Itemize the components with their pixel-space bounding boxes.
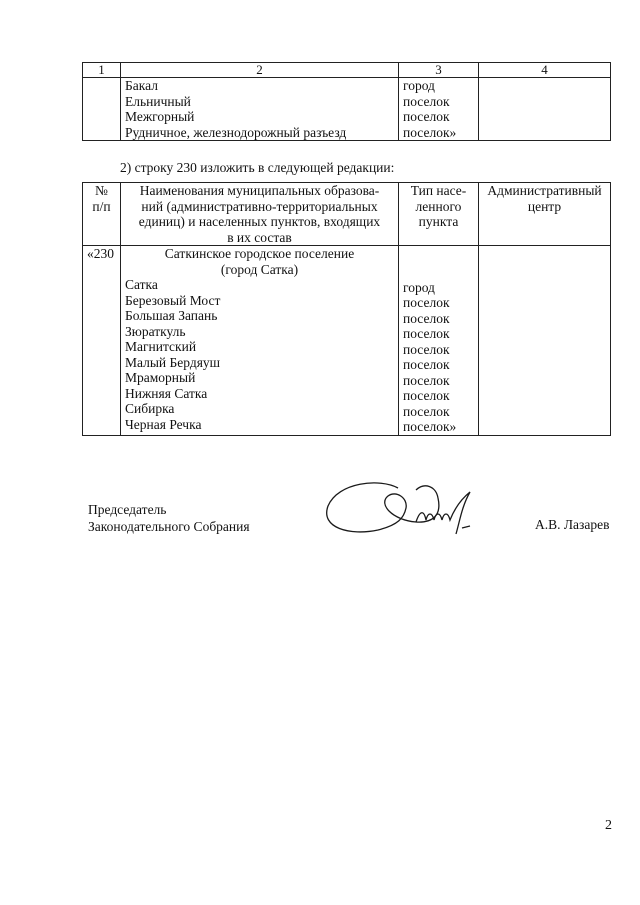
settlement-type: поселок	[403, 310, 450, 326]
header-number: № п/п	[83, 183, 121, 246]
settlement-type: город	[403, 279, 435, 295]
settlement-type: поселок	[403, 403, 450, 419]
handwritten-signature	[320, 470, 500, 550]
settlement-types-cell	[399, 78, 479, 141]
table-row	[83, 78, 611, 141]
municipality-center: (город Сатка)	[220, 261, 299, 277]
settlement-name: Сатка	[125, 277, 158, 292]
settlement-names-cell	[121, 246, 399, 436]
settlement-name: Нижняя Сатка	[125, 385, 208, 401]
col-number: 3	[399, 63, 479, 78]
settlement-type: поселок»	[403, 419, 457, 434]
header-type: Тип насе- ленного пункта	[399, 183, 479, 246]
chairman-title: Председатель Законодательного Собрания	[88, 502, 250, 534]
settlement-type: поселок»	[403, 124, 457, 140]
settlement-name: Большая Запань	[125, 308, 218, 323]
municipality-name: Саткинское городское поселение	[164, 246, 355, 261]
header-admin-center: Административный центр	[479, 183, 611, 246]
page-number: 2	[605, 818, 612, 833]
settlements-table	[82, 182, 611, 436]
settlement-name: Ельничный	[125, 93, 191, 109]
settlement-name: Рудничное, железнодорожный разъезд	[125, 124, 347, 140]
settlement-type: поселок	[403, 109, 450, 124]
settlement-name: Сибирка	[125, 401, 175, 416]
table-row	[83, 246, 611, 436]
amendment-instruction: 2) строку 230 изложить в следующей редакции:	[120, 160, 395, 175]
settlement-types-cell	[399, 246, 479, 436]
row-number: «230	[83, 246, 121, 436]
col-number: 2	[121, 63, 399, 78]
col-number: 1	[83, 63, 121, 78]
settlement-type: поселок	[403, 93, 450, 109]
header-name: Наименования муниципальных образова- ний (административно-территориальных единиц) и населенных пунктов, входящих в их состав	[121, 183, 399, 246]
chairman-name: А.В. Лазарев	[535, 517, 610, 532]
settlement-name: Магнитский	[125, 339, 197, 354]
column-number-row	[83, 63, 611, 78]
settlement-name: Бакал	[125, 78, 158, 93]
col-number: 4	[479, 63, 611, 78]
settlement-type: поселок	[403, 341, 450, 357]
settlement-name: Межгорный	[125, 109, 195, 124]
settlement-name: Березовый Мост	[125, 292, 221, 308]
settlement-names-cell	[121, 78, 399, 141]
settlement-type: поселок	[403, 326, 450, 341]
settlement-type: поселок	[403, 357, 450, 372]
settlement-name: Мраморный	[125, 370, 196, 385]
table-header-row	[83, 183, 611, 246]
continuation-table	[82, 62, 611, 141]
settlement-name: Малый Бердяуш	[125, 354, 221, 370]
settlement-name: Зюраткуль	[125, 323, 186, 339]
settlement-name: Черная Речка	[125, 416, 202, 432]
settlement-type: город	[403, 78, 435, 93]
settlement-type: поселок	[403, 388, 450, 403]
settlement-type: поселок	[403, 295, 450, 310]
settlement-type: поселок	[403, 372, 450, 388]
